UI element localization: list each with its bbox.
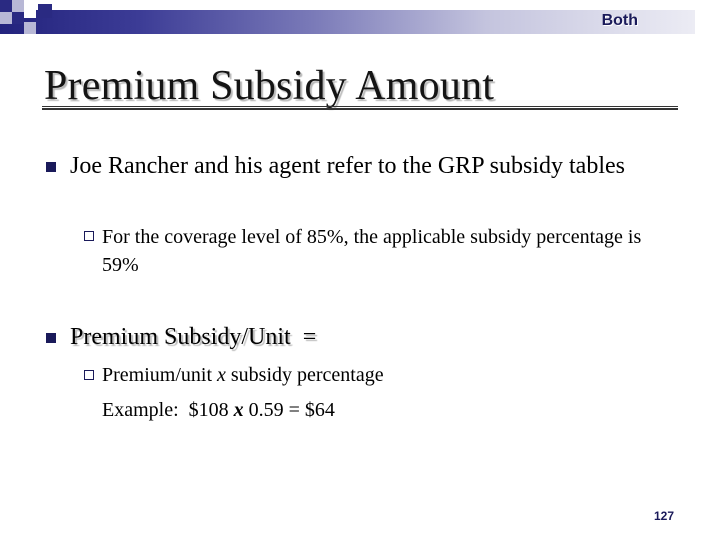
bullet-square-icon — [46, 333, 56, 343]
header-square-6 — [38, 4, 52, 18]
bullet-square-icon — [46, 162, 56, 172]
bullet-text-2: Premium Subsidy/Unit = — [70, 324, 317, 350]
header-square-2 — [12, 0, 24, 12]
sub-bullet-text-2 — [102, 361, 384, 389]
example-multiply-symbol: x — [233, 399, 244, 421]
example-text — [102, 396, 335, 424]
example-text-after: 0.59 = $64 — [243, 399, 335, 421]
header-gradient-bar — [0, 10, 695, 34]
formula-text-after: subsidy percentage — [225, 364, 384, 386]
header-square-1 — [0, 0, 12, 12]
header-square-3 — [0, 12, 12, 24]
header-tag: Both — [601, 12, 638, 29]
slide-title: Premium Subsidy Amount — [44, 63, 495, 109]
page-number: 127 — [654, 509, 675, 523]
sub-bullet-text-1: For the coverage level of 85%, the applicable subsidy percentage is 59% — [102, 226, 642, 276]
formula-multiply-symbol: x — [217, 364, 226, 386]
sub-bullet-hollow-square-icon — [84, 370, 94, 380]
header-square-5 — [24, 6, 36, 18]
title-divider — [42, 106, 678, 110]
formula-text-before: Premium/unit — [102, 364, 217, 386]
header-square-4 — [12, 12, 24, 24]
sub-bullet-hollow-square-icon — [84, 231, 94, 241]
bullet-text-1: Joe Rancher and his agent refer to the GRP subsidy tables — [70, 153, 625, 179]
example-text-before: Example: $108 — [102, 399, 234, 421]
header-square-7 — [24, 22, 36, 34]
